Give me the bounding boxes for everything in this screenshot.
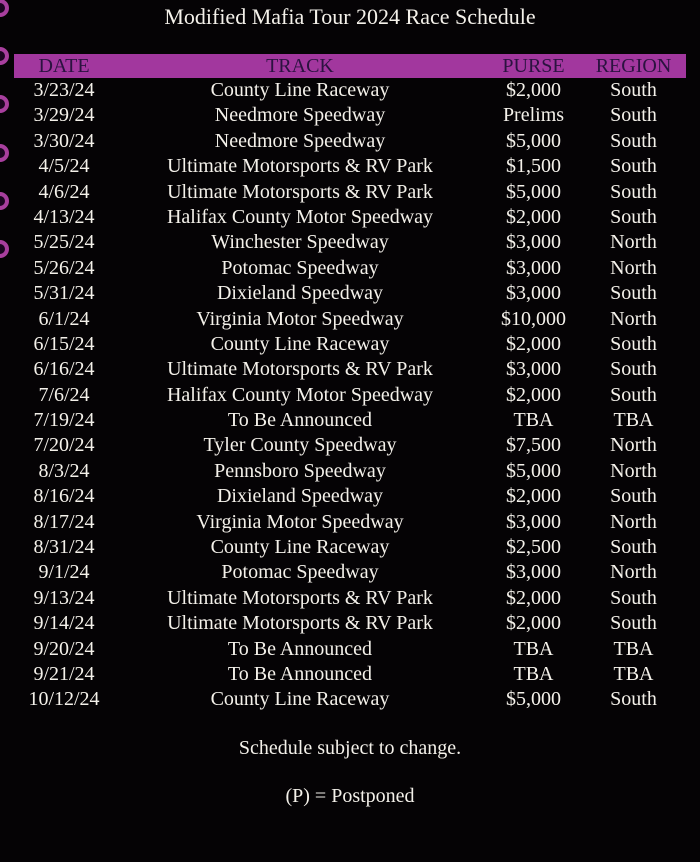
table-row xyxy=(14,586,686,611)
track-cell: Halifax County Motor Speedway xyxy=(166,205,434,228)
track-cell: To Be Announced xyxy=(227,662,373,685)
date-cell: 4/13/24 xyxy=(33,205,95,228)
region-cell: South xyxy=(610,485,657,508)
schedule-change-note: Schedule subject to change. xyxy=(238,737,462,759)
table-row xyxy=(14,154,686,179)
region-cell: North xyxy=(610,307,657,330)
postponed-legend: (P) = Postponed xyxy=(285,785,415,807)
region-cell: South xyxy=(610,104,657,127)
purse-cell: $2,000 xyxy=(506,383,561,406)
table-header-row xyxy=(14,54,686,78)
region-cell: South xyxy=(610,79,657,101)
purse-cell: $2,500 xyxy=(506,536,561,559)
purse-cell: $3,000 xyxy=(506,561,561,584)
region-cell: South xyxy=(610,536,657,559)
date-cell: 9/14/24 xyxy=(33,612,95,635)
track-cell: County Line Raceway xyxy=(210,332,390,355)
track-cell: Pennsboro Speedway xyxy=(214,459,386,482)
track-cell: Ultimate Motorsports & RV Park xyxy=(167,155,433,178)
track-cell: Virginia Motor Speedway xyxy=(196,307,404,330)
track-cell: Potomac Speedway xyxy=(221,256,379,279)
table-row xyxy=(14,256,686,281)
track-cell: To Be Announced xyxy=(227,409,373,432)
binder-ring-icon xyxy=(0,240,9,258)
date-cell: 9/13/24 xyxy=(33,586,95,609)
region-cell: South xyxy=(610,205,657,228)
track-cell: Dixieland Speedway xyxy=(216,282,384,305)
table-row xyxy=(14,281,686,306)
table-row xyxy=(14,459,686,484)
track-cell: Ultimate Motorsports & RV Park xyxy=(167,358,433,381)
track-cell: Ultimate Motorsports & RV Park xyxy=(167,612,433,635)
purse-cell: $3,000 xyxy=(506,358,561,381)
track-cell: Needmore Speedway xyxy=(214,129,386,152)
date-cell: 4/5/24 xyxy=(38,155,90,178)
region-cell: North xyxy=(610,459,657,482)
purse-cell: $2,000 xyxy=(506,205,561,228)
column-header-track: TRACK xyxy=(266,55,334,77)
purse-cell: $5,000 xyxy=(506,129,561,152)
purse-cell: $2,000 xyxy=(506,485,561,508)
column-header-date: DATE xyxy=(38,55,90,77)
purse-cell: $2,000 xyxy=(506,612,561,635)
purse-cell: Prelims xyxy=(502,104,565,127)
table-row xyxy=(14,637,686,662)
table-row xyxy=(14,307,686,332)
date-cell: 8/16/24 xyxy=(33,485,95,508)
binder-ring-icon xyxy=(0,144,9,162)
table-row xyxy=(14,205,686,230)
date-cell: 7/6/24 xyxy=(38,383,90,406)
region-cell: South xyxy=(610,383,657,406)
track-cell: Halifax County Motor Speedway xyxy=(166,383,434,406)
table-row xyxy=(14,103,686,128)
region-cell: TBA xyxy=(613,662,654,685)
track-cell: Dixieland Speedway xyxy=(216,485,384,508)
table-row xyxy=(14,357,686,382)
region-cell: South xyxy=(610,129,657,152)
region-cell: TBA xyxy=(613,409,654,432)
date-cell: 6/1/24 xyxy=(38,307,90,330)
track-cell: Tyler County Speedway xyxy=(203,434,397,457)
date-cell: 5/25/24 xyxy=(33,231,95,254)
purse-cell: $3,000 xyxy=(506,510,561,533)
region-cell: North xyxy=(610,231,657,254)
table-row xyxy=(14,662,686,687)
binder-ring-icon xyxy=(0,95,9,113)
date-cell: 7/19/24 xyxy=(33,409,95,432)
date-cell: 10/12/24 xyxy=(28,688,100,711)
region-cell: South xyxy=(610,688,657,711)
date-cell: 8/17/24 xyxy=(33,510,95,533)
table-row xyxy=(14,383,686,408)
purse-cell: $5,000 xyxy=(506,180,561,203)
date-cell: 9/20/24 xyxy=(33,637,95,660)
table-row xyxy=(14,560,686,585)
track-cell: Ultimate Motorsports & RV Park xyxy=(167,180,433,203)
table-row xyxy=(14,433,686,458)
purse-cell: $2,000 xyxy=(506,586,561,609)
track-cell: Winchester Speedway xyxy=(211,231,389,254)
track-cell: Potomac Speedway xyxy=(221,561,379,584)
column-header-region: REGION xyxy=(595,55,672,77)
date-cell: 3/23/24 xyxy=(33,79,95,101)
binder-ring-icon xyxy=(0,192,9,210)
region-cell: North xyxy=(610,510,657,533)
date-cell: 9/1/24 xyxy=(38,561,90,584)
purse-cell: $1,500 xyxy=(506,155,561,178)
page-title: Modified Mafia Tour 2024 Race Schedule xyxy=(164,4,536,29)
column-header-purse: PURSE xyxy=(502,55,565,77)
table-body xyxy=(14,78,686,713)
purse-cell: $2,000 xyxy=(506,332,561,355)
binder-ring-icon xyxy=(0,47,9,65)
table-row xyxy=(14,687,686,712)
purse-cell: $3,000 xyxy=(506,282,561,305)
purse-cell: $3,000 xyxy=(506,256,561,279)
purse-cell: TBA xyxy=(513,409,554,432)
track-cell: County Line Raceway xyxy=(210,79,390,101)
purse-cell: $7,500 xyxy=(506,434,561,457)
date-cell: 6/15/24 xyxy=(33,332,95,355)
purse-cell: $5,000 xyxy=(506,688,561,711)
track-cell: Ultimate Motorsports & RV Park xyxy=(167,586,433,609)
track-cell: Needmore Speedway xyxy=(214,104,386,127)
table-row xyxy=(14,78,686,103)
purse-cell: TBA xyxy=(513,662,554,685)
track-cell: Virginia Motor Speedway xyxy=(196,510,404,533)
region-cell: South xyxy=(610,586,657,609)
region-cell: TBA xyxy=(613,637,654,660)
purse-cell: $5,000 xyxy=(506,459,561,482)
purse-cell: $10,000 xyxy=(501,307,566,330)
table-row xyxy=(14,332,686,357)
region-cell: South xyxy=(610,332,657,355)
region-cell: South xyxy=(610,358,657,381)
track-cell: County Line Raceway xyxy=(210,688,390,711)
table-row xyxy=(14,408,686,433)
date-cell: 6/16/24 xyxy=(33,358,95,381)
date-cell: 8/3/24 xyxy=(38,459,90,482)
region-cell: South xyxy=(610,612,657,635)
region-cell: North xyxy=(610,561,657,584)
region-cell: South xyxy=(610,155,657,178)
table-row xyxy=(14,129,686,154)
table-row xyxy=(14,510,686,535)
schedule-table xyxy=(14,54,686,713)
date-cell: 5/31/24 xyxy=(33,282,95,305)
date-cell: 9/21/24 xyxy=(33,662,95,685)
purse-cell: $2,000 xyxy=(506,79,561,101)
date-cell: 3/29/24 xyxy=(33,104,95,127)
table-row xyxy=(14,230,686,255)
region-cell: North xyxy=(610,434,657,457)
region-cell: North xyxy=(610,256,657,279)
track-cell: To Be Announced xyxy=(227,637,373,660)
table-row xyxy=(14,611,686,636)
region-cell: South xyxy=(610,282,657,305)
date-cell: 3/30/24 xyxy=(33,129,95,152)
date-cell: 8/31/24 xyxy=(33,536,95,559)
table-row xyxy=(14,535,686,560)
purse-cell: $3,000 xyxy=(506,231,561,254)
table-row xyxy=(14,484,686,509)
date-cell: 4/6/24 xyxy=(38,180,90,203)
region-cell: South xyxy=(610,180,657,203)
date-cell: 7/20/24 xyxy=(33,434,95,457)
purse-cell: TBA xyxy=(513,637,554,660)
date-cell: 5/26/24 xyxy=(33,256,95,279)
table-row xyxy=(14,180,686,205)
track-cell: County Line Raceway xyxy=(210,536,390,559)
